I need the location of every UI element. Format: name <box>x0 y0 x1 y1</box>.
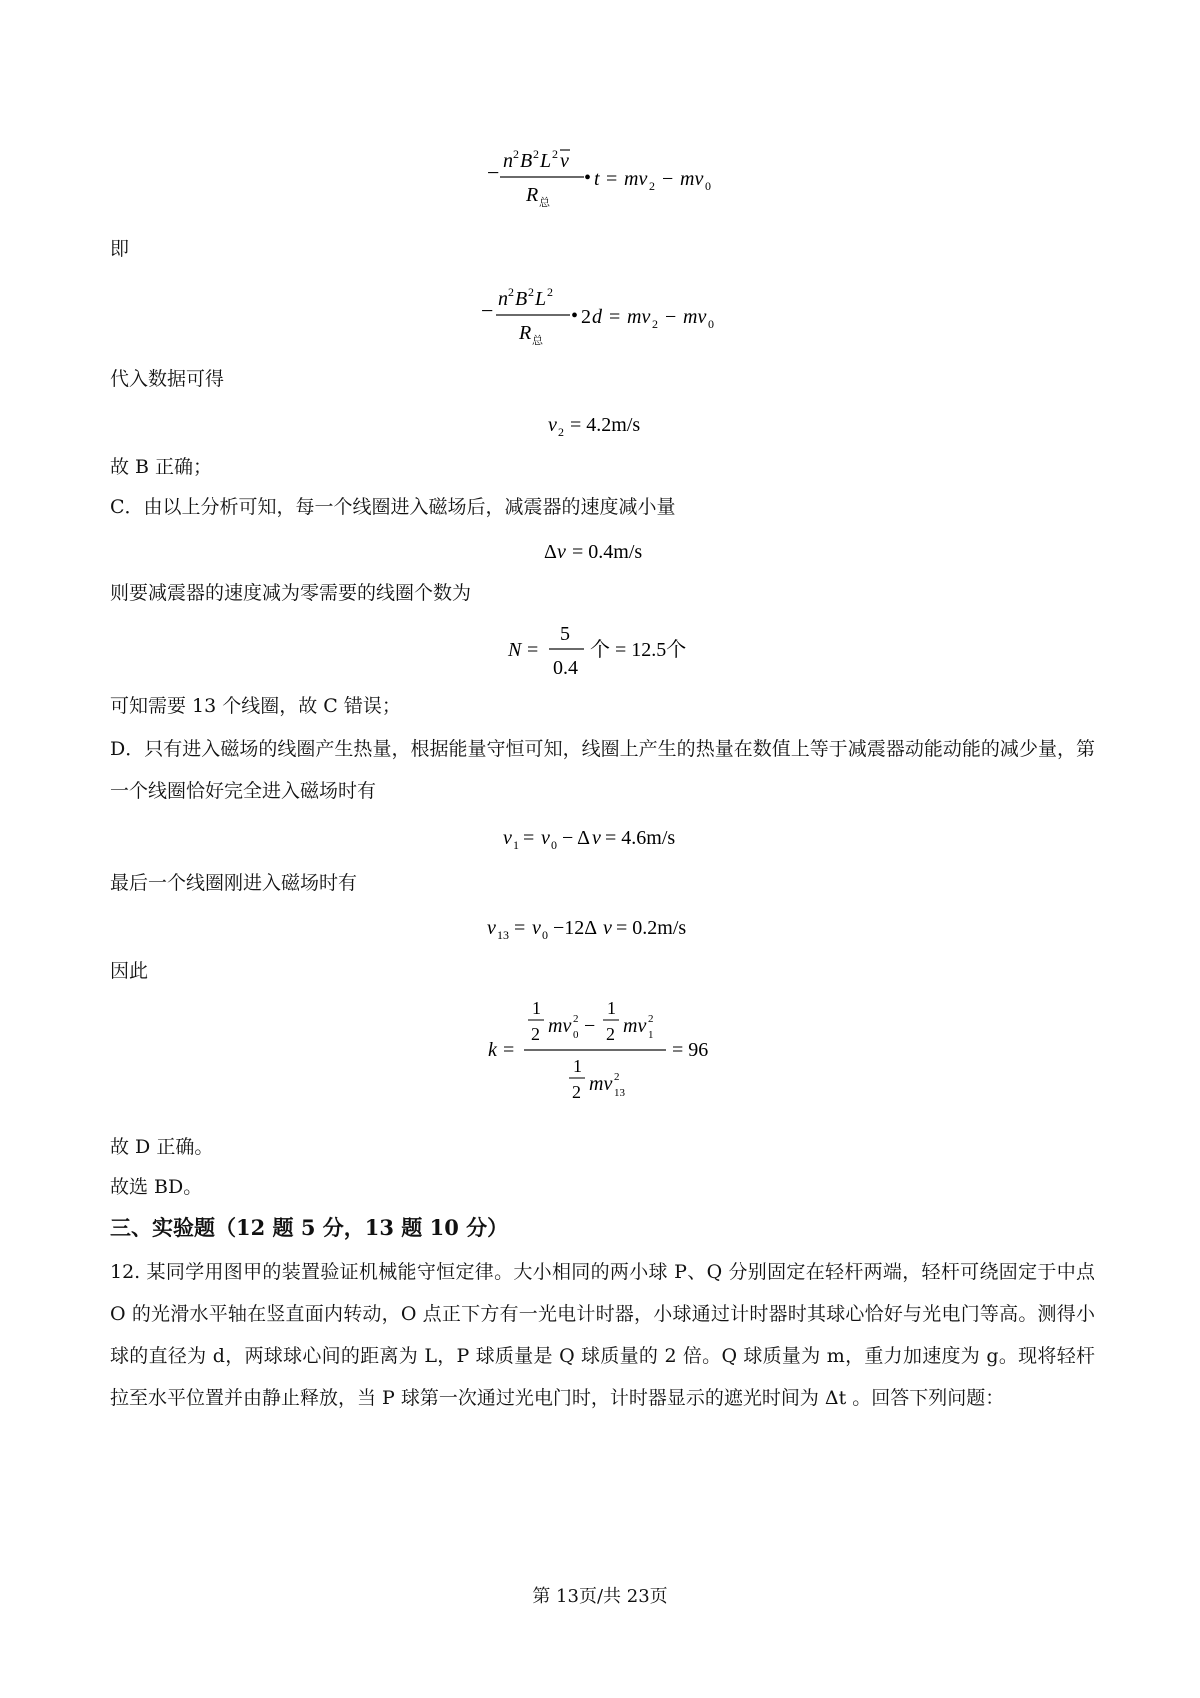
svg-text:2: 2 <box>513 147 519 161</box>
svg-text:=: = <box>514 917 526 939</box>
svg-text:2: 2 <box>614 1071 620 1083</box>
svg-text:0.4: 0.4 <box>553 657 578 679</box>
svg-text:mv: mv <box>680 168 704 190</box>
svg-text:=: = <box>609 306 621 328</box>
svg-text:2: 2 <box>533 147 539 161</box>
equation-coil-count <box>0 616 1200 686</box>
svg-text:2: 2 <box>508 285 514 299</box>
svg-text:1: 1 <box>532 998 541 1018</box>
svg-text:2: 2 <box>581 306 591 328</box>
svg-text:= 0.4m/s: = 0.4m/s <box>572 541 643 563</box>
svg-text:1: 1 <box>607 998 616 1018</box>
svg-text:−: − <box>481 298 494 323</box>
svg-text:2: 2 <box>606 1024 615 1044</box>
svg-text:−: − <box>665 306 677 328</box>
svg-text:d: d <box>592 306 602 328</box>
svg-text:2: 2 <box>528 285 534 299</box>
svg-text:=: = <box>503 1039 515 1061</box>
svg-text:0: 0 <box>705 179 711 193</box>
svg-text:mv: mv <box>624 168 648 190</box>
svg-text:0: 0 <box>573 1029 579 1041</box>
section-heading: 三、实验题（12 题 5 分，13 题 10 分） <box>110 1215 509 1240</box>
svg-text:mv: mv <box>589 1073 613 1095</box>
svg-text:总: 总 <box>532 335 543 347</box>
question-12-paragraph: 12. 某同学用图甲的装置验证机械能守恒定律。大小相同的两小球 P、Q 分别固定在轻杆两端，轻杆可绕固定于中点 O 的光滑水平轴在竖直面内转动，O 点正下方有一光电计时器，小球通过计时器时其球心恰好与光电门等高。测得小球的直径为 d，两球球心间的距离为 L，P 球质量是 Q 球质量的 2 倍。Q 球质量为 m，重力加速度为 g。现将轻杆拉至水平位置并由静止释放，当 P 球第一次通过光电门时，计时器显示的遮光时间为 Δt 。回答下列问题： <box>110 1261 1095 1409</box>
svg-text:= 0.2m/s: = 0.2m/s <box>616 917 687 939</box>
svg-text:2: 2 <box>547 285 553 299</box>
equation-v2 <box>0 403 1200 443</box>
svg-text:=: = <box>606 168 618 190</box>
svg-text:mv: mv <box>548 1015 572 1037</box>
svg-text:13: 13 <box>497 928 509 942</box>
equation-v13 <box>0 906 1200 946</box>
line-c-wrong: 可知需要 13 个线圈，故 C 错误； <box>110 695 401 717</box>
svg-text:2: 2 <box>573 1013 579 1025</box>
line-coil-count-intro: 则要减震器的速度减为零需要的线圈个数为 <box>110 582 472 604</box>
svg-text:t: t <box>594 168 600 190</box>
svg-text:L: L <box>540 150 552 172</box>
svg-text:5: 5 <box>560 623 570 645</box>
svg-text:B: B <box>515 288 528 310</box>
svg-text:•: • <box>571 305 579 327</box>
svg-text:=: = <box>523 827 535 849</box>
equation-impulse-average <box>0 140 1200 210</box>
svg-text:2: 2 <box>531 1024 540 1044</box>
line-therefore: 因此 <box>110 960 149 982</box>
svg-text:= 4.2m/s: = 4.2m/s <box>570 414 641 436</box>
svg-text:1: 1 <box>648 1029 654 1041</box>
svg-text:v: v <box>548 414 557 436</box>
svg-text:k: k <box>488 1039 497 1061</box>
svg-text:•: • <box>584 167 592 189</box>
svg-text:v: v <box>532 917 541 939</box>
svg-text:2: 2 <box>649 179 655 193</box>
line-ji: 即 <box>110 238 130 260</box>
svg-text:L: L <box>535 288 547 310</box>
svg-text:2: 2 <box>558 425 564 439</box>
equation-impulse-distance <box>0 278 1200 348</box>
svg-text:个 = 12.5个: 个 = 12.5个 <box>590 639 687 661</box>
paragraph-d-analysis: D．只有进入磁场的线圈产生热量，根据能量守恒可知，线圈上产生的热量在数值上等于减震器动能动能的减少量，第一个线圈恰好完全进入磁场时有 <box>110 738 1095 802</box>
svg-text:2: 2 <box>572 1082 581 1102</box>
svg-text:0: 0 <box>551 838 557 852</box>
svg-text:N: N <box>508 639 522 661</box>
svg-text:= 96: = 96 <box>672 1039 709 1061</box>
svg-text:0: 0 <box>542 928 548 942</box>
line-b-correct: 故 B 正确； <box>110 456 213 478</box>
svg-text:mv: mv <box>627 306 651 328</box>
svg-text:2: 2 <box>552 147 558 161</box>
svg-text:= 4.6m/s: = 4.6m/s <box>605 827 676 849</box>
svg-text:v: v <box>592 827 601 849</box>
svg-text:1: 1 <box>513 838 519 852</box>
svg-text:13: 13 <box>614 1087 625 1099</box>
svg-text:2: 2 <box>652 317 658 331</box>
svg-text:mv: mv <box>683 306 707 328</box>
svg-text:B: B <box>520 150 533 172</box>
equation-v1 <box>0 816 1200 856</box>
svg-text:v: v <box>503 827 512 849</box>
line-last-coil: 最后一个线圈刚进入磁场时有 <box>110 872 358 894</box>
svg-text:n: n <box>503 150 513 172</box>
svg-text:− Δ: − Δ <box>562 827 591 849</box>
svg-text:v: v <box>560 150 569 172</box>
svg-text:−: − <box>584 1015 596 1037</box>
line-answer: 故选 BD。 <box>110 1176 203 1198</box>
svg-text:−12Δ: −12Δ <box>553 917 598 939</box>
equation-k-ratio <box>0 990 1200 1110</box>
svg-text:0: 0 <box>708 317 714 331</box>
line-c-analysis: C．由以上分析可知，每一个线圈进入磁场后，减震器的速度减小量 <box>110 496 676 518</box>
svg-text:1: 1 <box>573 1056 582 1076</box>
svg-text:−: − <box>662 168 674 190</box>
svg-text:v: v <box>603 917 612 939</box>
svg-text:v: v <box>557 541 566 563</box>
svg-text:v: v <box>541 827 550 849</box>
svg-text:mv: mv <box>623 1015 647 1037</box>
svg-text:2: 2 <box>648 1013 654 1025</box>
svg-text:总: 总 <box>539 197 550 209</box>
svg-text:R: R <box>526 184 539 206</box>
svg-text:n: n <box>498 288 508 310</box>
equation-delta-v <box>0 530 1200 570</box>
line-d-correct: 故 D 正确。 <box>110 1136 214 1158</box>
page-footer: 第 13页/共 23页 <box>532 1586 668 1607</box>
svg-text:R: R <box>519 322 532 344</box>
svg-text:Δ: Δ <box>544 541 557 563</box>
svg-text:−: − <box>487 160 500 185</box>
svg-text:v: v <box>487 917 496 939</box>
line-substitute: 代入数据可得 <box>110 368 225 390</box>
svg-text:=: = <box>527 639 539 661</box>
